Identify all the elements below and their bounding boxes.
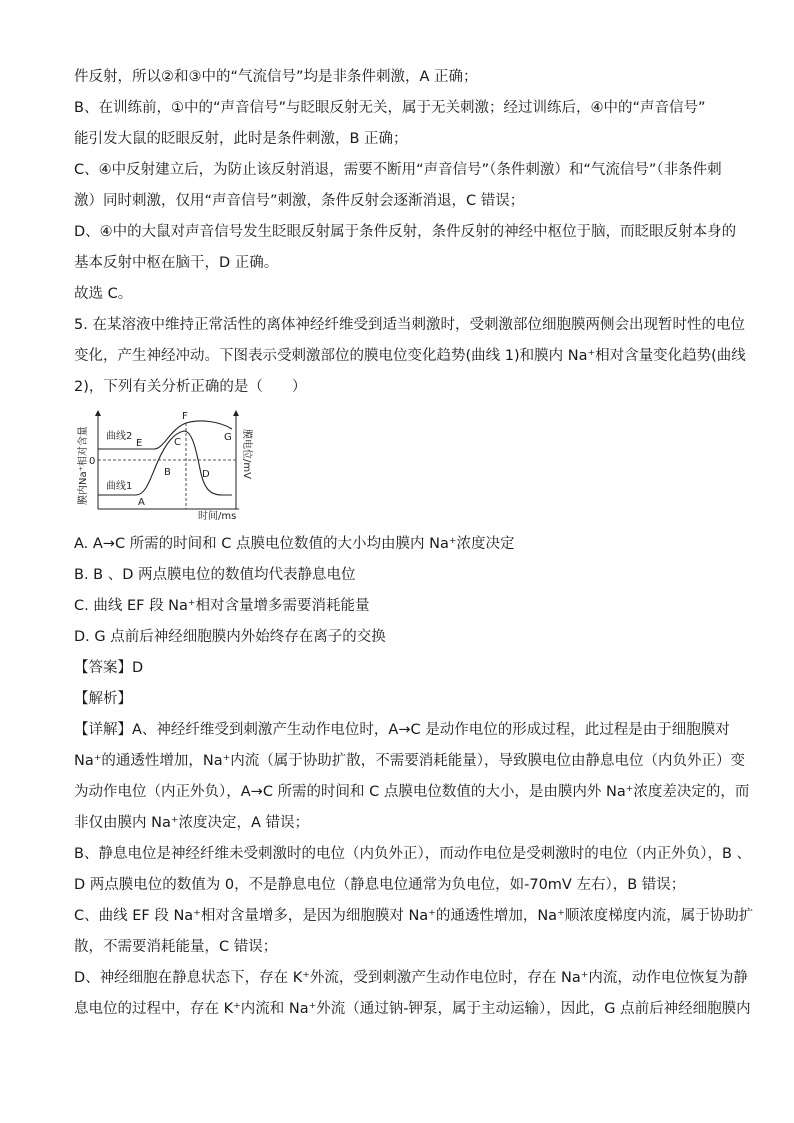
option-b: B. B 、D 两点膜电位的数值均代表静息电位 bbox=[74, 567, 356, 583]
document-page bbox=[74, 62, 754, 1025]
answer-line: 【答案】D bbox=[74, 660, 144, 676]
x-axis-label: 时间/ms bbox=[198, 511, 237, 521]
text-line: 能引发大鼠的眨眼反射，此时是条件刺激，B 正确； bbox=[74, 131, 408, 147]
detail-line: B、静息电位是神经纤维未受刺激时的电位（内负外正），而动作电位是受刺激时的电位（内正外负），B 、 bbox=[74, 846, 751, 862]
point-c-label: C bbox=[174, 437, 181, 448]
figure-svg bbox=[74, 409, 264, 521]
zero-label: 0 bbox=[89, 456, 96, 467]
right-axis-label: 膜电位/mV bbox=[241, 429, 252, 479]
left-axis-label: 膜内Na⁺相对含量 bbox=[78, 426, 89, 505]
question-stem-line: 5. 在某溶液中维持正常活性的离体神经纤维受到适当刺激时，受刺激部位细胞膜两侧会出现暂时性的电位 bbox=[74, 317, 745, 333]
point-g-label: G bbox=[224, 432, 232, 443]
analysis-label: 【解析】 bbox=[74, 691, 132, 707]
detail-line: 【详解】A、神经纤维受到刺激产生动作电位时，A→C 是动作电位的形成过程，此过程是由于细胞膜对 bbox=[74, 722, 730, 738]
detail-line: Na⁺的通透性增加，Na⁺内流（属于协助扩散，不需要消耗能量），导致膜电位由静息电位（内负外正）变 bbox=[74, 753, 746, 769]
text-line: 基本反射中枢在脑干，D 正确。 bbox=[74, 255, 279, 271]
membrane-potential-figure bbox=[74, 409, 264, 521]
detail-line: 息电位的过程中，存在 K⁺内流和 Na⁺外流（通过钠-钾泵，属于主动运输），因此，G 点前后神经细胞膜内 bbox=[74, 1001, 751, 1017]
question-stem-line: 变化，产生神经冲动。下图表示受刺激部位的膜电位变化趋势(曲线 1)和膜内 Na⁺相对含量变化趋势(曲线 bbox=[74, 348, 746, 364]
option-d: D. G 点前后神经细胞膜内外始终存在离子的交换 bbox=[74, 629, 386, 645]
detail-line: D 两点膜电位的数值为 0，不是静息电位（静息电位通常为负电位，如-70mV 左右），B 错误； bbox=[74, 877, 686, 893]
text-line: B、在训练前，①中的“声音信号”与眨眼反射无关，属于无关刺激；经过训练后，④中的“声音信号” bbox=[74, 100, 706, 116]
detail-line: D、神经细胞在静息状态下，存在 K⁺外流，受到刺激产生动作电位时，存在 Na⁺内流，动作电位恢复为静 bbox=[74, 970, 748, 986]
point-f-label: F bbox=[182, 411, 188, 422]
text-line: 故选 C。 bbox=[74, 286, 133, 302]
text-line: C、④中反射建立后，为防止该反射消退，需要不断用“声音信号”（条件刺激）和“气流信号”（非条件刺 bbox=[74, 162, 722, 178]
text-line: 激）同时刺激，仅用“声音信号”刺激，条件反射会逐渐消退，C 错误； bbox=[74, 193, 525, 209]
option-c: C. 曲线 EF 段 Na⁺相对含量增多需要消耗能量 bbox=[74, 598, 370, 614]
point-e-label: E bbox=[136, 438, 143, 449]
detail-line: 非仅由膜内 Na⁺浓度决定，A 错误； bbox=[74, 815, 310, 831]
option-a: A. A→C 所需的时间和 C 点膜电位数值的大小均由膜内 Na⁺浓度决定 bbox=[74, 536, 515, 552]
point-b-label: B bbox=[164, 467, 171, 478]
point-a-label: A bbox=[138, 497, 145, 508]
curve2-label: 曲线2 bbox=[106, 431, 133, 442]
question-stem-line: 2)，下列有关分析正确的是（ ） bbox=[74, 379, 307, 395]
detail-line: C、曲线 EF 段 Na⁺相对含量增多，是因为细胞膜对 Na⁺的通透性增加，Na⁺顺浓度梯度内流，属于协助扩 bbox=[74, 908, 754, 924]
detail-line: 为动作电位（内正外负），A→C 所需的时间和 C 点膜电位数值的大小，是由膜内外 Na⁺浓度差决定的，而 bbox=[74, 784, 750, 800]
text-line: 件反射，所以②和③中的“气流信号”均是非条件刺激，A 正确； bbox=[74, 69, 478, 85]
text-line: D、④中的大鼠对声音信号发生眨眼反射属于条件反射，条件反射的神经中枢位于脑，而眨眼反射本身的 bbox=[74, 224, 737, 240]
point-d-label: D bbox=[202, 469, 210, 480]
curve1-label: 曲线1 bbox=[106, 481, 133, 492]
detail-line: 散，不需要消耗能量，C 错误； bbox=[74, 939, 278, 955]
